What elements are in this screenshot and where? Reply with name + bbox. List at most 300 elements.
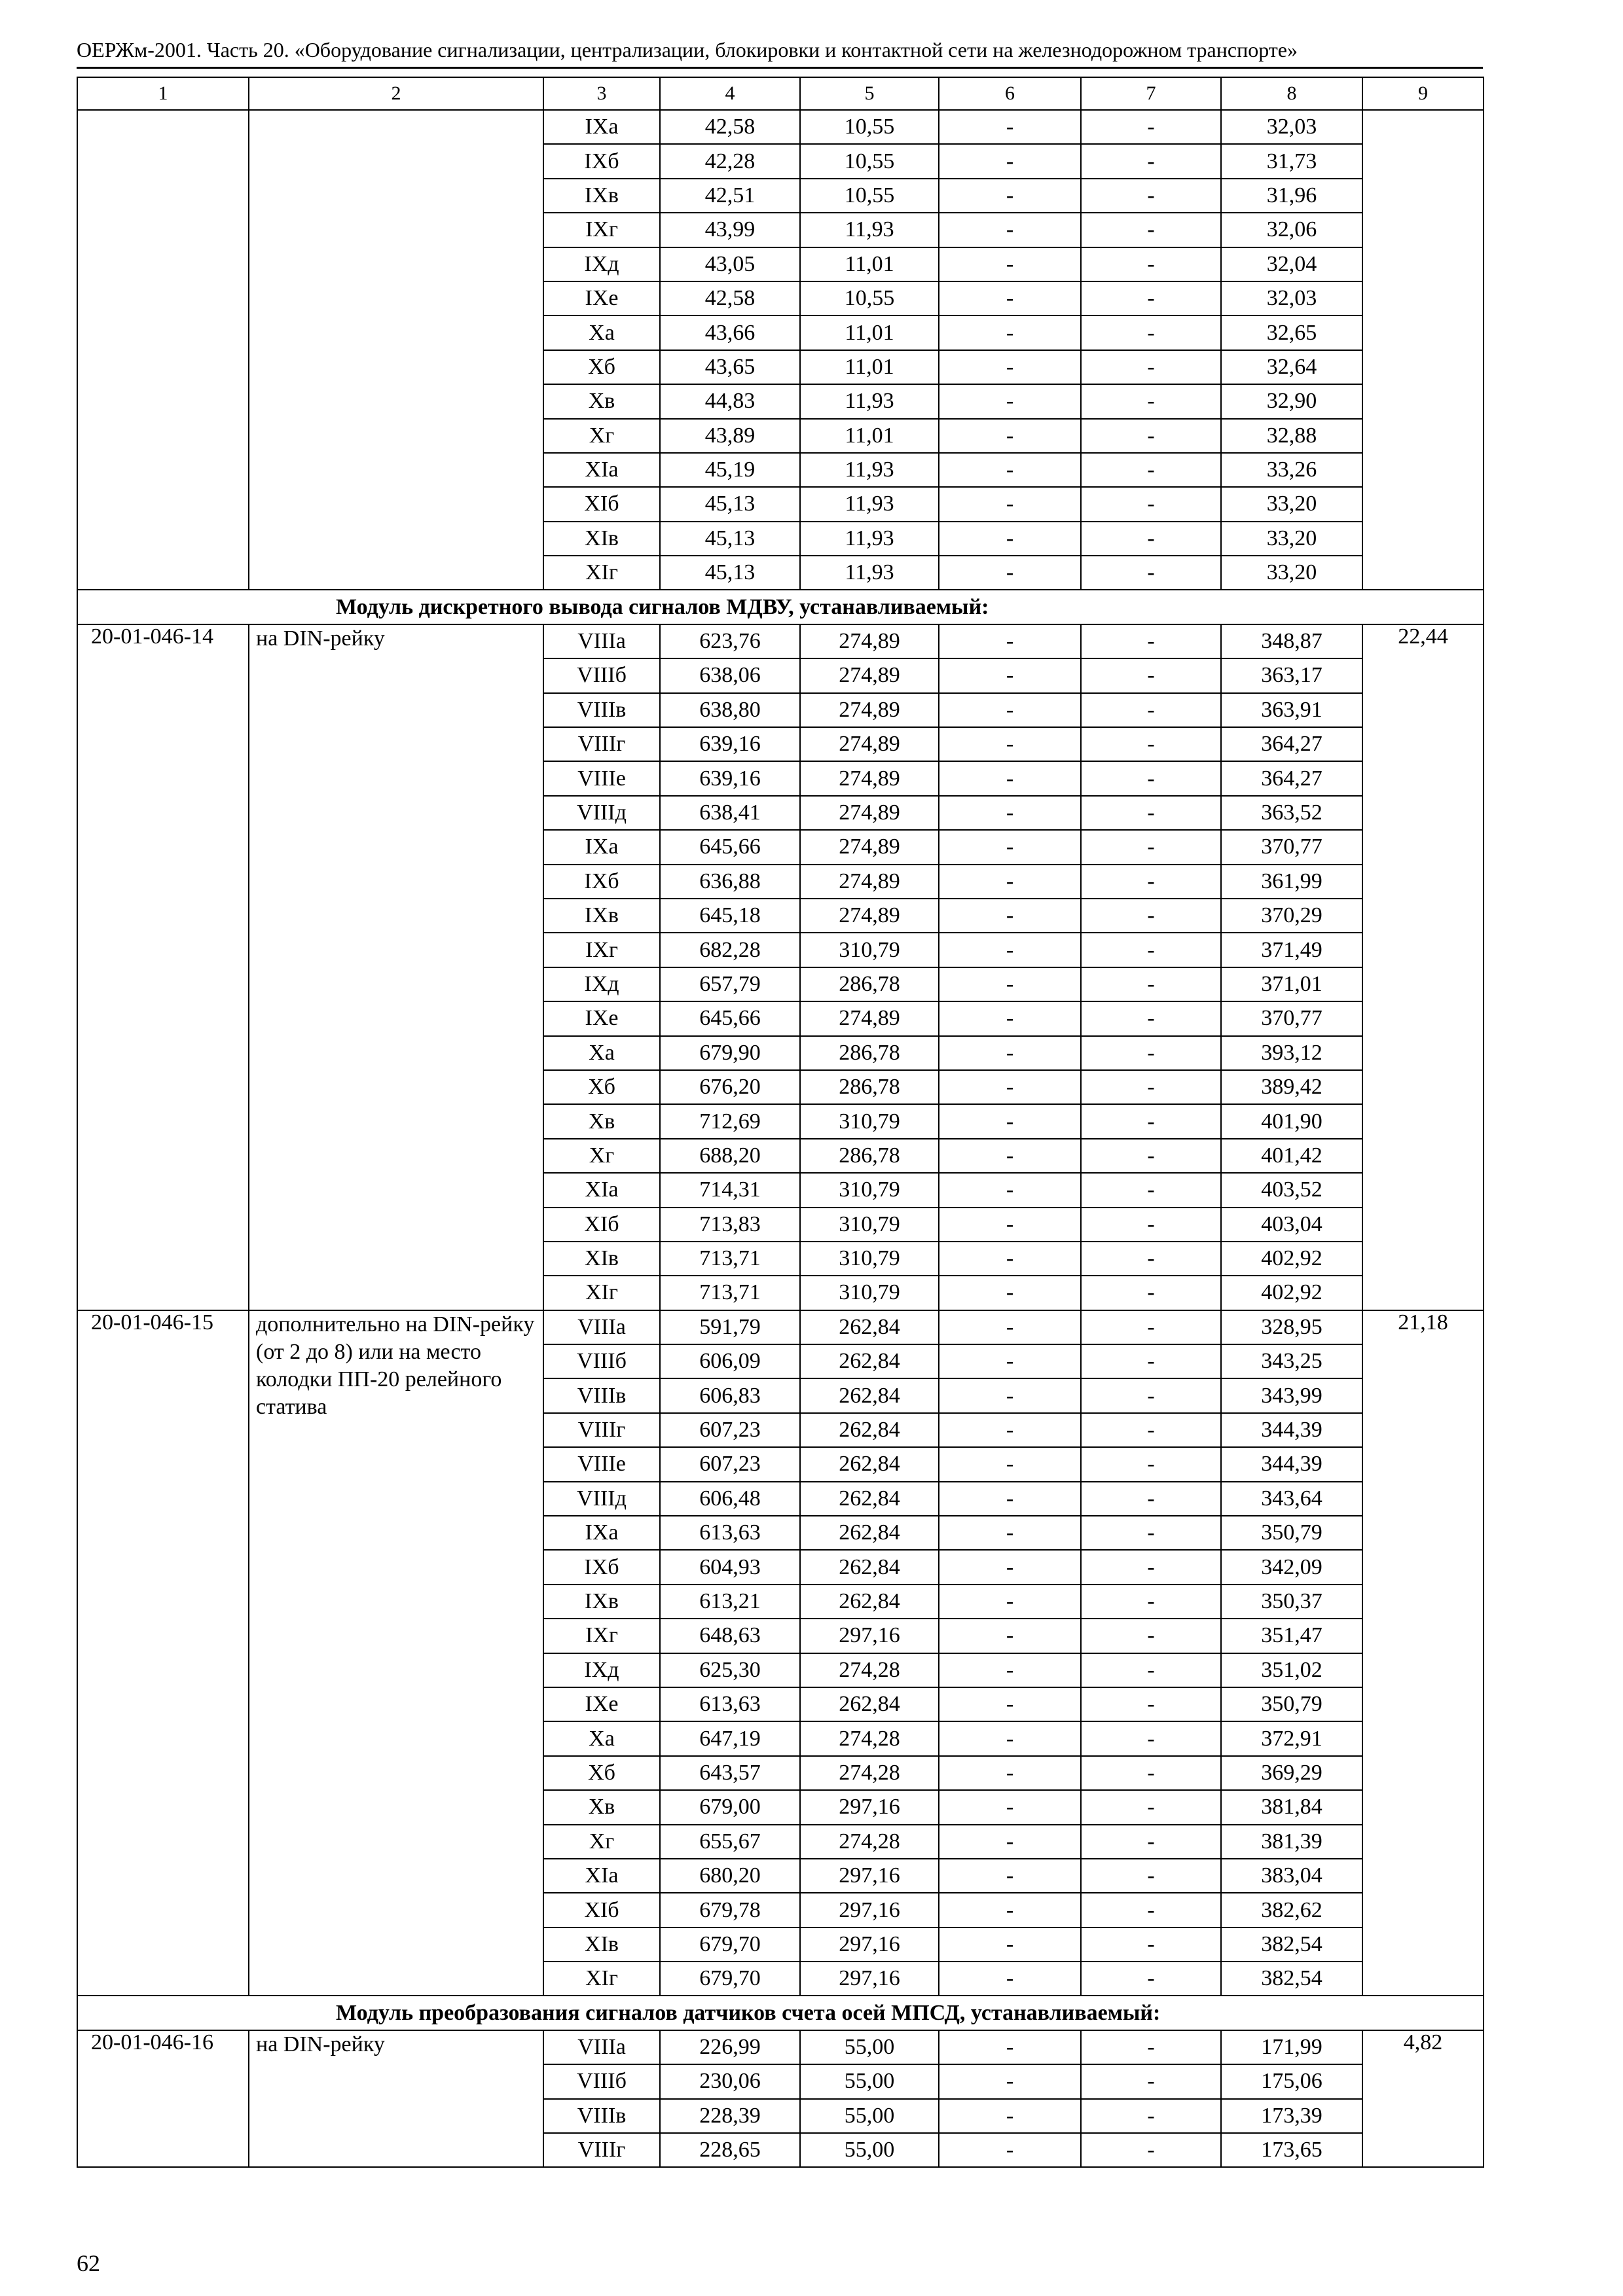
driver-wage-cell: - [1081, 350, 1221, 384]
direct-cost-cell: 591,79 [660, 1310, 800, 1344]
condition-cell: Xв [543, 1104, 660, 1138]
wage-cost-cell: 274,28 [800, 1721, 939, 1755]
direct-cost-cell: 648,63 [660, 1619, 800, 1653]
direct-cost-cell: 45,13 [660, 522, 800, 556]
machine-cost-cell: - [939, 1344, 1081, 1378]
driver-wage-cell: - [1081, 1687, 1221, 1721]
condition-cell: XIг [543, 1276, 660, 1310]
driver-wage-cell: - [1081, 1036, 1221, 1070]
direct-cost-cell: 638,80 [660, 693, 800, 727]
materials-cost-cell: 403,52 [1221, 1173, 1362, 1207]
materials-cost-cell: 370,29 [1221, 899, 1362, 933]
driver-wage-cell: - [1081, 1790, 1221, 1824]
condition-cell: IXд [543, 247, 660, 281]
condition-cell: Xг [543, 1139, 660, 1173]
direct-cost-cell: 643,57 [660, 1756, 800, 1790]
wage-cost-cell: 286,78 [800, 1139, 939, 1173]
wage-cost-cell: 274,89 [800, 899, 939, 933]
condition-cell: VIIIe [543, 761, 660, 795]
machine-cost-cell: - [939, 315, 1081, 350]
table-row [77, 624, 1484, 658]
materials-cost-cell: 403,04 [1221, 1208, 1362, 1242]
materials-cost-cell: 351,47 [1221, 1619, 1362, 1653]
condition-cell: IXд [543, 1653, 660, 1687]
machine-cost-cell: - [939, 1653, 1081, 1687]
driver-wage-cell: - [1081, 1447, 1221, 1481]
wage-cost-cell: 297,16 [800, 1893, 939, 1927]
column-number: 4 [660, 77, 800, 110]
wage-cost-cell: 274,89 [800, 693, 939, 727]
materials-cost-cell: 33,20 [1221, 556, 1362, 590]
materials-cost-cell: 173,65 [1221, 2133, 1362, 2167]
machine-cost-cell: - [939, 1413, 1081, 1447]
direct-cost-cell: 645,66 [660, 1001, 800, 1035]
wage-cost-cell: 262,84 [800, 1516, 939, 1550]
direct-cost-cell: 45,19 [660, 453, 800, 487]
machine-cost-cell: - [939, 1310, 1081, 1344]
direct-cost-cell: 645,66 [660, 830, 800, 864]
description-cell: на DIN-рейку [249, 2030, 543, 2168]
driver-wage-cell: - [1081, 1378, 1221, 1412]
wage-cost-cell: 274,89 [800, 796, 939, 830]
wage-cost-cell: 274,89 [800, 1001, 939, 1035]
machine-cost-cell: - [939, 1790, 1081, 1824]
wage-cost-cell: 297,16 [800, 1790, 939, 1824]
machine-cost-cell: - [939, 179, 1081, 213]
wage-cost-cell: 11,93 [800, 556, 939, 590]
driver-wage-cell: - [1081, 315, 1221, 350]
direct-cost-cell: 680,20 [660, 1859, 800, 1893]
materials-cost-cell: 351,02 [1221, 1653, 1362, 1687]
direct-cost-cell: 43,65 [660, 350, 800, 384]
wage-cost-cell: 262,84 [800, 1550, 939, 1584]
machine-cost-cell: - [939, 1378, 1081, 1412]
condition-cell: XIв [543, 1928, 660, 1962]
condition-cell: VIIIб [543, 1344, 660, 1378]
driver-wage-cell: - [1081, 1653, 1221, 1687]
code-cell: 20-01-046-14 [77, 624, 249, 1310]
wage-cost-cell: 262,84 [800, 1344, 939, 1378]
condition-cell: Xa [543, 1721, 660, 1755]
driver-wage-cell: - [1081, 1139, 1221, 1173]
machine-cost-cell: - [939, 1550, 1081, 1584]
column-number: 8 [1221, 77, 1362, 110]
wage-cost-cell: 11,93 [800, 384, 939, 418]
machine-cost-cell: - [939, 1721, 1081, 1755]
machine-cost-cell: - [939, 1036, 1081, 1070]
machine-cost-cell: - [939, 2030, 1081, 2064]
materials-cost-cell: 401,90 [1221, 1104, 1362, 1138]
wage-cost-cell: 55,00 [800, 2099, 939, 2133]
machine-cost-cell: - [939, 830, 1081, 864]
condition-cell: VIIIв [543, 1378, 660, 1412]
materials-cost-cell: 350,79 [1221, 1687, 1362, 1721]
condition-cell: VIIIг [543, 2133, 660, 2167]
driver-wage-cell: - [1081, 1756, 1221, 1790]
section-title: Модуль дискретного вывода сигналов МДВУ, устанавливаемый: [77, 590, 1484, 624]
machine-cost-cell: - [939, 213, 1081, 247]
direct-cost-cell: 679,90 [660, 1036, 800, 1070]
machine-cost-cell: - [939, 1482, 1081, 1516]
direct-cost-cell: 647,19 [660, 1721, 800, 1755]
wage-cost-cell: 11,01 [800, 315, 939, 350]
extra-cell [1362, 110, 1484, 590]
direct-cost-cell: 639,16 [660, 761, 800, 795]
driver-wage-cell: - [1081, 1173, 1221, 1207]
column-number: 6 [939, 77, 1081, 110]
machine-cost-cell: - [939, 487, 1081, 521]
wage-cost-cell: 310,79 [800, 1104, 939, 1138]
machine-cost-cell: - [939, 350, 1081, 384]
wage-cost-cell: 297,16 [800, 1962, 939, 1996]
driver-wage-cell: - [1081, 281, 1221, 315]
condition-cell: IXa [543, 1516, 660, 1550]
machine-cost-cell: - [939, 1619, 1081, 1653]
wage-cost-cell: 274,89 [800, 761, 939, 795]
driver-wage-cell: - [1081, 967, 1221, 1001]
materials-cost-cell: 175,06 [1221, 2064, 1362, 2098]
direct-cost-cell: 42,51 [660, 179, 800, 213]
direct-cost-cell: 638,06 [660, 658, 800, 692]
driver-wage-cell: - [1081, 419, 1221, 453]
wage-cost-cell: 11,01 [800, 419, 939, 453]
direct-cost-cell: 676,20 [660, 1070, 800, 1104]
driver-wage-cell: - [1081, 1413, 1221, 1447]
machine-cost-cell: - [939, 1173, 1081, 1207]
condition-cell: IXe [543, 281, 660, 315]
driver-wage-cell: - [1081, 1550, 1221, 1584]
machine-cost-cell: - [939, 693, 1081, 727]
direct-cost-cell: 607,23 [660, 1447, 800, 1481]
materials-cost-cell: 363,91 [1221, 693, 1362, 727]
table-row [77, 1310, 1484, 1344]
direct-cost-cell: 43,66 [660, 315, 800, 350]
wage-cost-cell: 10,55 [800, 281, 939, 315]
materials-cost-cell: 382,54 [1221, 1928, 1362, 1962]
machine-cost-cell: - [939, 1070, 1081, 1104]
driver-wage-cell: - [1081, 1825, 1221, 1859]
materials-cost-cell: 402,92 [1221, 1276, 1362, 1310]
direct-cost-cell: 655,67 [660, 1825, 800, 1859]
condition-cell: Xб [543, 350, 660, 384]
direct-cost-cell: 688,20 [660, 1139, 800, 1173]
driver-wage-cell: - [1081, 1721, 1221, 1755]
direct-cost-cell: 43,89 [660, 419, 800, 453]
machine-cost-cell: - [939, 110, 1081, 144]
condition-cell: IXб [543, 865, 660, 899]
direct-cost-cell: 42,58 [660, 110, 800, 144]
wage-cost-cell: 310,79 [800, 933, 939, 967]
column-number: 1 [77, 77, 249, 110]
wage-cost-cell: 10,55 [800, 110, 939, 144]
wage-cost-cell: 262,84 [800, 1413, 939, 1447]
direct-cost-cell: 714,31 [660, 1173, 800, 1207]
condition-cell: VIIIг [543, 1413, 660, 1447]
condition-cell: IXг [543, 933, 660, 967]
driver-wage-cell: - [1081, 522, 1221, 556]
direct-cost-cell: 606,83 [660, 1378, 800, 1412]
direct-cost-cell: 636,88 [660, 865, 800, 899]
direct-cost-cell: 613,63 [660, 1687, 800, 1721]
direct-cost-cell: 604,93 [660, 1550, 800, 1584]
column-number: 3 [543, 77, 660, 110]
code-cell: 20-01-046-15 [77, 1310, 249, 1996]
machine-cost-cell: - [939, 1139, 1081, 1173]
machine-cost-cell: - [939, 1893, 1081, 1927]
condition-cell: IXe [543, 1687, 660, 1721]
condition-cell: IXб [543, 144, 660, 178]
condition-cell: IXг [543, 1619, 660, 1653]
wage-cost-cell: 262,84 [800, 1378, 939, 1412]
materials-cost-cell: 371,49 [1221, 933, 1362, 967]
extra-cell: 4,82 [1362, 2030, 1484, 2168]
section-title: Модуль преобразования сигналов датчиков счета осей МПСД, устанавливаемый: [77, 1996, 1484, 2030]
machine-cost-cell: - [939, 1001, 1081, 1035]
direct-cost-cell: 679,78 [660, 1893, 800, 1927]
condition-cell: Xг [543, 1825, 660, 1859]
machine-cost-cell: - [939, 2099, 1081, 2133]
driver-wage-cell: - [1081, 658, 1221, 692]
driver-wage-cell: - [1081, 1344, 1221, 1378]
materials-cost-cell: 344,39 [1221, 1447, 1362, 1481]
wage-cost-cell: 286,78 [800, 1036, 939, 1070]
driver-wage-cell: - [1081, 899, 1221, 933]
table-row [77, 110, 1484, 144]
materials-cost-cell: 383,04 [1221, 1859, 1362, 1893]
condition-cell: IXг [543, 213, 660, 247]
direct-cost-cell: 43,99 [660, 213, 800, 247]
wage-cost-cell: 262,84 [800, 1687, 939, 1721]
table-row [77, 2030, 1484, 2064]
materials-cost-cell: 361,99 [1221, 865, 1362, 899]
machine-cost-cell: - [939, 1962, 1081, 1996]
condition-cell: XIб [543, 487, 660, 521]
description-cell: дополнительно на DIN-рейку (от 2 до 8) или на место колодки ПП-20 релейного статива [249, 1310, 543, 1996]
condition-cell: IXд [543, 967, 660, 1001]
driver-wage-cell: - [1081, 796, 1221, 830]
condition-cell: IXa [543, 110, 660, 144]
condition-cell: VIIIб [543, 2064, 660, 2098]
machine-cost-cell: - [939, 1104, 1081, 1138]
machine-cost-cell: - [939, 1516, 1081, 1550]
machine-cost-cell: - [939, 624, 1081, 658]
wage-cost-cell: 297,16 [800, 1928, 939, 1962]
condition-cell: VIIIб [543, 658, 660, 692]
materials-cost-cell: 393,12 [1221, 1036, 1362, 1070]
driver-wage-cell: - [1081, 624, 1221, 658]
materials-cost-cell: 32,04 [1221, 247, 1362, 281]
condition-cell: IXe [543, 1001, 660, 1035]
wage-cost-cell: 262,84 [800, 1482, 939, 1516]
direct-cost-cell: 228,65 [660, 2133, 800, 2167]
wage-cost-cell: 11,93 [800, 213, 939, 247]
driver-wage-cell: - [1081, 1859, 1221, 1893]
wage-cost-cell: 274,89 [800, 624, 939, 658]
machine-cost-cell: - [939, 556, 1081, 590]
condition-cell: XIв [543, 1242, 660, 1276]
column-number: 9 [1362, 77, 1484, 110]
materials-cost-cell: 31,73 [1221, 144, 1362, 178]
materials-cost-cell: 364,27 [1221, 761, 1362, 795]
driver-wage-cell: - [1081, 1928, 1221, 1962]
direct-cost-cell: 625,30 [660, 1653, 800, 1687]
machine-cost-cell: - [939, 1585, 1081, 1619]
materials-cost-cell: 344,39 [1221, 1413, 1362, 1447]
driver-wage-cell: - [1081, 110, 1221, 144]
driver-wage-cell: - [1081, 247, 1221, 281]
machine-cost-cell: - [939, 1687, 1081, 1721]
driver-wage-cell: - [1081, 1482, 1221, 1516]
condition-cell: IXв [543, 899, 660, 933]
materials-cost-cell: 328,95 [1221, 1310, 1362, 1344]
materials-cost-cell: 382,62 [1221, 1893, 1362, 1927]
condition-cell: XIб [543, 1893, 660, 1927]
code-cell [77, 110, 249, 590]
condition-cell: XIг [543, 1962, 660, 1996]
running-header: ОЕРЖм-2001. Часть 20. «Оборудование сигнализации, централизации, блокировки и контактной сети на железнодорожном транспорте» [77, 38, 1298, 62]
header-rule [77, 67, 1483, 69]
direct-cost-cell: 228,39 [660, 2099, 800, 2133]
machine-cost-cell: - [939, 522, 1081, 556]
materials-cost-cell: 32,90 [1221, 384, 1362, 418]
machine-cost-cell: - [939, 453, 1081, 487]
driver-wage-cell: - [1081, 2099, 1221, 2133]
driver-wage-cell: - [1081, 1001, 1221, 1035]
machine-cost-cell: - [939, 384, 1081, 418]
driver-wage-cell: - [1081, 1208, 1221, 1242]
materials-cost-cell: 32,64 [1221, 350, 1362, 384]
materials-cost-cell: 32,03 [1221, 110, 1362, 144]
column-number: 2 [249, 77, 543, 110]
materials-cost-cell: 350,37 [1221, 1585, 1362, 1619]
materials-cost-cell: 389,42 [1221, 1070, 1362, 1104]
machine-cost-cell: - [939, 1208, 1081, 1242]
driver-wage-cell: - [1081, 213, 1221, 247]
condition-cell: Xб [543, 1070, 660, 1104]
direct-cost-cell: 45,13 [660, 487, 800, 521]
machine-cost-cell: - [939, 658, 1081, 692]
direct-cost-cell: 43,05 [660, 247, 800, 281]
wage-cost-cell: 274,28 [800, 1756, 939, 1790]
condition-cell: IXa [543, 830, 660, 864]
page-number: 62 [77, 2250, 100, 2276]
wage-cost-cell: 274,89 [800, 727, 939, 761]
wage-cost-cell: 55,00 [800, 2133, 939, 2167]
condition-cell: Xб [543, 1756, 660, 1790]
column-number: 5 [800, 77, 939, 110]
machine-cost-cell: - [939, 419, 1081, 453]
materials-cost-cell: 363,52 [1221, 796, 1362, 830]
materials-cost-cell: 369,29 [1221, 1756, 1362, 1790]
wage-cost-cell: 55,00 [800, 2030, 939, 2064]
condition-cell: IXб [543, 1550, 660, 1584]
rates-table [77, 77, 1484, 2168]
description-cell [249, 110, 543, 590]
table-body [77, 77, 1484, 2167]
driver-wage-cell: - [1081, 693, 1221, 727]
wage-cost-cell: 310,79 [800, 1276, 939, 1310]
condition-cell: IXв [543, 179, 660, 213]
direct-cost-cell: 606,48 [660, 1482, 800, 1516]
machine-cost-cell: - [939, 1756, 1081, 1790]
machine-cost-cell: - [939, 1276, 1081, 1310]
driver-wage-cell: - [1081, 487, 1221, 521]
driver-wage-cell: - [1081, 1619, 1221, 1653]
machine-cost-cell: - [939, 1447, 1081, 1481]
condition-cell: Xв [543, 1790, 660, 1824]
wage-cost-cell: 310,79 [800, 1208, 939, 1242]
materials-cost-cell: 31,96 [1221, 179, 1362, 213]
driver-wage-cell: - [1081, 556, 1221, 590]
condition-cell: VIIIд [543, 796, 660, 830]
materials-cost-cell: 348,87 [1221, 624, 1362, 658]
driver-wage-cell: - [1081, 1276, 1221, 1310]
machine-cost-cell: - [939, 967, 1081, 1001]
condition-cell: VIIIa [543, 1310, 660, 1344]
driver-wage-cell: - [1081, 727, 1221, 761]
driver-wage-cell: - [1081, 1516, 1221, 1550]
materials-cost-cell: 401,42 [1221, 1139, 1362, 1173]
direct-cost-cell: 638,41 [660, 796, 800, 830]
driver-wage-cell: - [1081, 1070, 1221, 1104]
wage-cost-cell: 286,78 [800, 1070, 939, 1104]
driver-wage-cell: - [1081, 1585, 1221, 1619]
driver-wage-cell: - [1081, 179, 1221, 213]
wage-cost-cell: 262,84 [800, 1310, 939, 1344]
condition-cell: IXв [543, 1585, 660, 1619]
condition-cell: VIIIa [543, 624, 660, 658]
extra-cell: 22,44 [1362, 624, 1484, 1310]
materials-cost-cell: 370,77 [1221, 830, 1362, 864]
materials-cost-cell: 371,01 [1221, 967, 1362, 1001]
wage-cost-cell: 274,89 [800, 830, 939, 864]
wage-cost-cell: 274,28 [800, 1825, 939, 1859]
direct-cost-cell: 713,71 [660, 1276, 800, 1310]
wage-cost-cell: 11,01 [800, 350, 939, 384]
materials-cost-cell: 381,39 [1221, 1825, 1362, 1859]
materials-cost-cell: 363,17 [1221, 658, 1362, 692]
direct-cost-cell: 226,99 [660, 2030, 800, 2064]
machine-cost-cell: - [939, 144, 1081, 178]
driver-wage-cell: - [1081, 2064, 1221, 2098]
materials-cost-cell: 33,20 [1221, 487, 1362, 521]
materials-cost-cell: 342,09 [1221, 1550, 1362, 1584]
direct-cost-cell: 713,83 [660, 1208, 800, 1242]
materials-cost-cell: 372,91 [1221, 1721, 1362, 1755]
machine-cost-cell: - [939, 727, 1081, 761]
wage-cost-cell: 286,78 [800, 967, 939, 1001]
condition-cell: VIIIв [543, 2099, 660, 2133]
wage-cost-cell: 274,89 [800, 865, 939, 899]
driver-wage-cell: - [1081, 453, 1221, 487]
machine-cost-cell: - [939, 247, 1081, 281]
machine-cost-cell: - [939, 933, 1081, 967]
machine-cost-cell: - [939, 281, 1081, 315]
column-number-row [77, 77, 1484, 110]
condition-cell: XIб [543, 1208, 660, 1242]
driver-wage-cell: - [1081, 1310, 1221, 1344]
driver-wage-cell: - [1081, 1104, 1221, 1138]
wage-cost-cell: 274,28 [800, 1653, 939, 1687]
code-cell: 20-01-046-16 [77, 2030, 249, 2168]
condition-cell: VIIIe [543, 1447, 660, 1481]
direct-cost-cell: 682,28 [660, 933, 800, 967]
driver-wage-cell: - [1081, 1242, 1221, 1276]
materials-cost-cell: 381,84 [1221, 1790, 1362, 1824]
driver-wage-cell: - [1081, 384, 1221, 418]
direct-cost-cell: 613,63 [660, 1516, 800, 1550]
direct-cost-cell: 42,28 [660, 144, 800, 178]
